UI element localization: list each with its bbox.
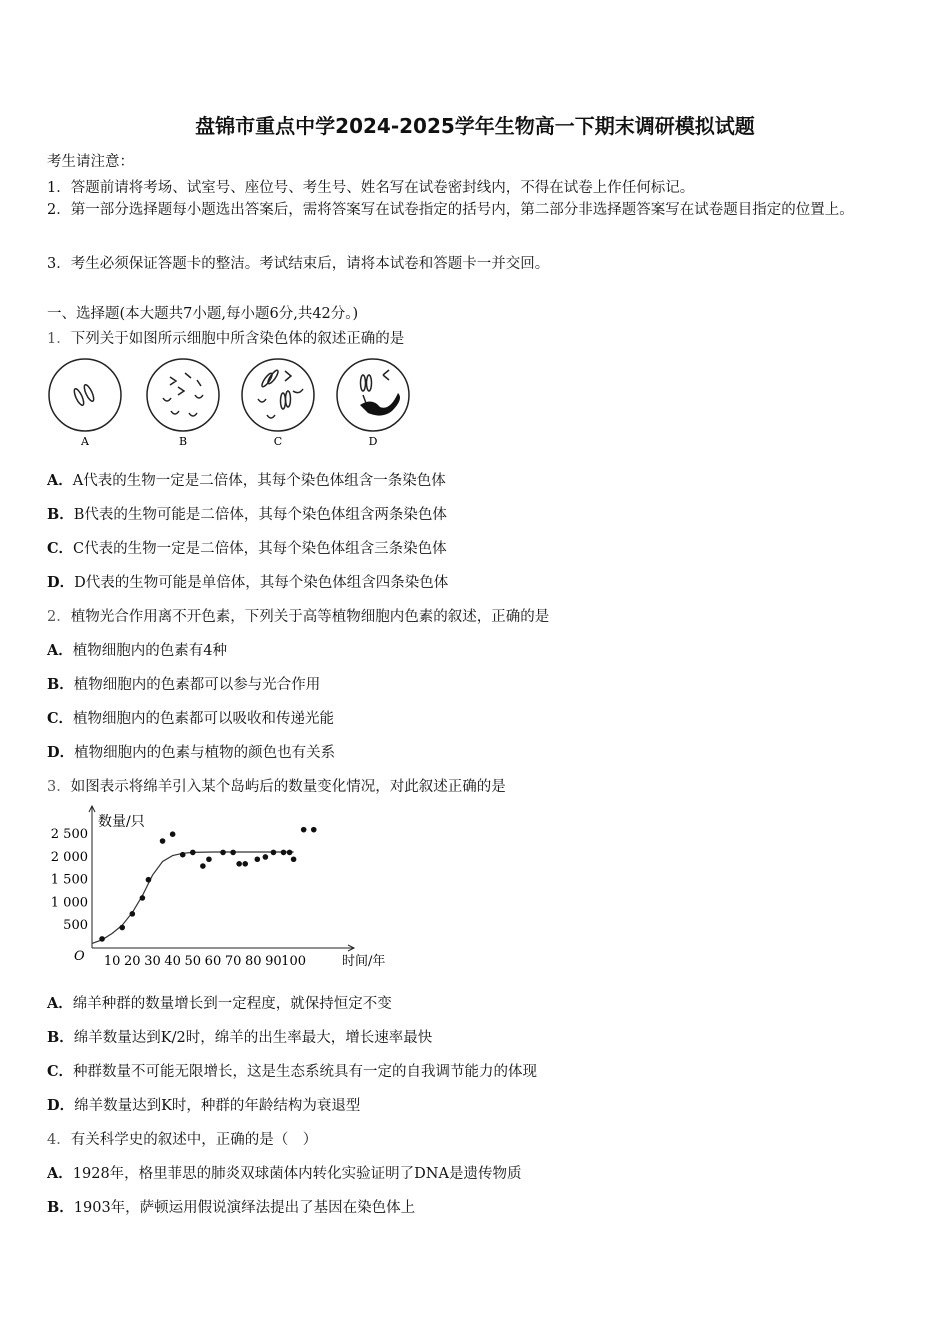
data-point <box>170 831 176 837</box>
option-b: B．绵羊数量达到K/2时，绵羊的出生率最大，增长速率最快 <box>47 1029 433 1046</box>
x-tick-label: 80 <box>245 954 262 969</box>
question-text: 有关科学史的叙述中，正确的是（ ） <box>70 1132 318 1148</box>
option-c: C．植物细胞内的色素都可以吸收和传递光能 <box>47 710 335 727</box>
data-point <box>220 850 226 856</box>
notice-item: 2．第一部分选择题每小题选出答案后，需将答案写在试卷指定的括号内，第二部分非选择题答案写在试卷题目指定的位置上。 <box>47 202 854 218</box>
data-point <box>190 850 196 856</box>
option-d: D．植物细胞内的色素与植物的颜色也有关系 <box>47 744 336 761</box>
data-point <box>180 852 186 858</box>
section-heading: 一、选择题(本大题共7小题,每小题6分,共42分。) <box>47 306 359 322</box>
cell-label: A <box>81 435 89 448</box>
y-tick-label: 2 000 <box>50 849 88 865</box>
data-point <box>281 850 287 856</box>
x-tick-label: 20 <box>124 954 141 969</box>
cell-label: C <box>273 435 283 448</box>
data-point <box>206 856 212 862</box>
x-tick-label: 90 <box>265 954 282 969</box>
cell-a <box>49 359 121 448</box>
data-point <box>200 863 206 869</box>
cell-diagram <box>45 355 425 455</box>
option-a: A．1928年，格里菲思的肺炎双球菌体内转化实验证明了DNA是遗传物质 <box>47 1165 522 1182</box>
question-text: 下列关于如图所示细胞中所含染色体的叙述正确的是 <box>70 331 405 347</box>
question-text: 植物光合作用离不开色素，下列关于高等植物细胞内色素的叙述，正确的是 <box>70 609 550 625</box>
x-tick-label: 30 <box>144 954 161 969</box>
x-tick-label: 70 <box>224 954 242 969</box>
population-chart <box>45 802 386 972</box>
data-point <box>255 856 261 862</box>
data-point <box>301 827 307 833</box>
notice-item: 1．答题前请将考场、试室号、座位号、考生号、姓名写在试卷密封线内，不得在试卷上作任何标记。 <box>47 180 695 196</box>
x-tick-label: 10 <box>103 954 121 969</box>
question-number: 2． <box>47 609 71 625</box>
option-a: A．绵羊种群的数量增长到一定程度，就保持恒定不变 <box>47 995 392 1012</box>
data-point <box>287 850 293 856</box>
cell-c <box>242 359 314 448</box>
data-point <box>236 861 242 867</box>
question-number: 3． <box>47 779 71 795</box>
data-point <box>311 827 317 833</box>
option-b: B．B代表的生物可能是二倍体，其每个染色体组含两条染色体 <box>47 506 447 523</box>
data-point <box>271 850 277 856</box>
question-3-stem <box>47 775 506 796</box>
y-tick-label: 500 <box>63 918 88 934</box>
option-c: C．种群数量不可能无限增长，这是生态系统具有一定的自我调节能力的体现 <box>47 1063 538 1080</box>
data-point <box>242 861 248 867</box>
x-tick-label: 60 <box>204 954 222 969</box>
cell-d <box>337 359 409 448</box>
x-axis-label: 时间/年 <box>342 954 386 969</box>
cell-label: D <box>368 435 378 448</box>
x-tick-label: 40 <box>164 954 181 969</box>
question-4-stem <box>47 1128 317 1149</box>
cell-b <box>147 359 219 448</box>
question-text: 如图表示将绵羊引入某个岛屿后的数量变化情况，对此叙述正确的是 <box>70 779 506 795</box>
data-point <box>99 936 105 942</box>
option-b: B．1903年，萨顿运用假说演绎法提出了基因在染色体上 <box>47 1199 416 1216</box>
question-1-stem <box>47 327 404 348</box>
notice-heading: 考生请注意： <box>47 154 134 170</box>
y-tick-label: 1 000 <box>50 895 88 911</box>
y-tick-label: 2 500 <box>50 827 88 843</box>
origin-label: O <box>74 949 85 964</box>
y-axis-label: 数量/只 <box>98 814 145 830</box>
option-d: D．绵羊数量达到K时，种群的年龄结构为衰退型 <box>47 1097 361 1114</box>
option-a: A．A代表的生物一定是二倍体，其每个染色体组含一条染色体 <box>47 472 446 489</box>
cell-label: B <box>178 435 188 448</box>
data-point <box>146 877 152 883</box>
option-a: A．植物细胞内的色素有4种 <box>47 642 227 659</box>
data-point <box>140 895 146 901</box>
question-2-stem <box>47 605 549 626</box>
data-point <box>119 925 125 931</box>
data-point <box>263 854 269 860</box>
option-d: D．D代表的生物可能是单倍体，其每个染色体组含四条染色体 <box>47 574 449 591</box>
notice-item: 3．考生必须保证答题卡的整洁。考试结束后，请将本试卷和答题卡一并交回。 <box>47 256 550 272</box>
x-tick-label: 50 <box>184 954 202 969</box>
option-b: B．植物细胞内的色素都可以参与光合作用 <box>47 676 321 693</box>
x-tick-label: 100 <box>281 954 307 969</box>
data-point <box>291 856 297 862</box>
y-tick-label: 1 500 <box>50 872 88 888</box>
page-title: 盘锦市重点中学2024-2025学年生物高一下期末调研模拟试题 <box>195 114 755 138</box>
option-c: C．C代表的生物一定是二倍体，其每个染色体组含三条染色体 <box>47 540 447 557</box>
question-number: 4． <box>47 1132 71 1148</box>
question-number: 1． <box>47 331 71 347</box>
data-point <box>130 911 136 917</box>
data-point <box>160 838 166 844</box>
data-point <box>230 850 236 856</box>
